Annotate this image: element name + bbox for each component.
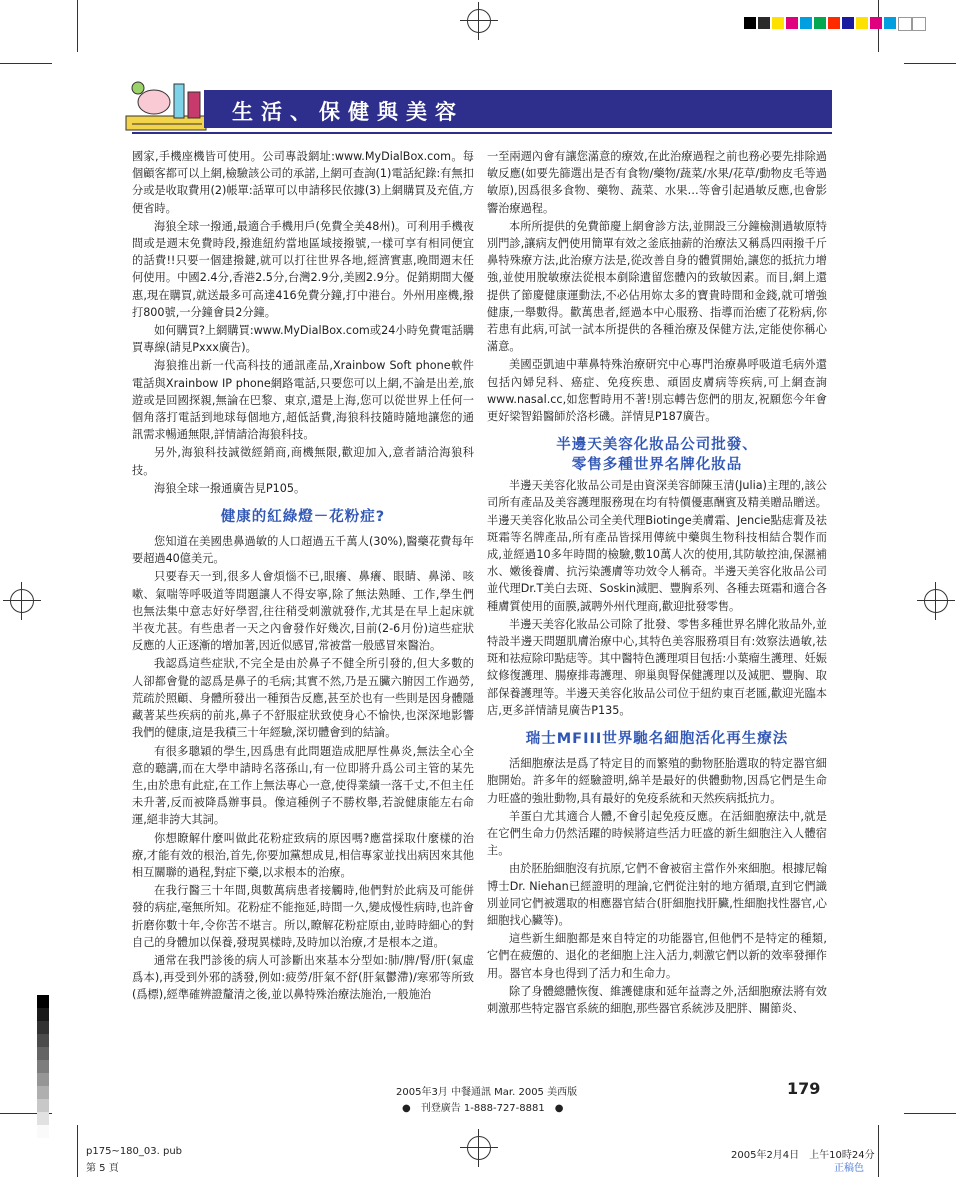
crop-mark [878,1125,879,1177]
article-heading: 瑞士MFIII世界馳名細胞活化再生療法 [525,731,789,748]
registration-mark-top [467,9,491,33]
body-paragraph: 除了身體總體恢復、維護健康和延年益壽之外,活細胞療法將有效刺激那些特定器官系統的細胞,那些器官系統涉及肥胖、關節炎、 [487,984,827,1015]
body-paragraph: 海狼全球一撥通,最適合手機用戶(免費全美48州)。可利用手機夜間或是週末免費時段,撥進紐約當地區域接撥號,一樣可享有相同便宜的話費!!只要一個建撥鍵,就可以打往世界各地,經濟實惠,晚間週末任何使用。中國2.4分,香港2.5分,台灣2.9分,美國2.9分。促銷期間大優惠,現在購買,就送最多可高達416免費分鐘,打中港台。外州用座機,撥打800號,一分鐘會員2分鐘。 [132,219,474,319]
gray-swatch [37,1099,49,1112]
crop-mark [0,63,52,64]
page-number: 179 [787,1079,821,1098]
gray-swatch [37,1021,49,1034]
crop-mark [904,63,956,64]
body-paragraph: 羊蛋白尤其適合人體,不會引起免疫反應。在活細胞療法中,就是在它們生命力仍然活躍的時候將這些活力旺盛的新生細胞注入人體宿主。 [487,809,827,858]
bullet-icon: ● [544,1103,564,1114]
article-heading-line: 半邊天美容化妝品公司批發、 [556,437,758,454]
crop-mark [77,1125,78,1177]
left-column [132,148,474,1005]
body-paragraph: 國家,手機座機皆可使用。公司專設網址:www.MyDialBox.com。每個顧客都可以上網,檢驗該公司的承諾,上網可查詢(1)電話紀錄:有無扣分或是收取費用(2)帳單:話單可以申請移民依據(3)上網購買及充值,方便省時。 [132,150,474,215]
gray-swatch [37,1073,49,1086]
color-swatch [856,17,868,29]
color-swatch [828,17,840,29]
color-swatch [800,17,812,29]
gray-swatch [37,1125,49,1138]
color-swatch [758,17,770,29]
gray-swatch [37,995,49,1008]
body-paragraph: 活細胞療法是爲了特定目的而繁殖的動物胚胎選取的特定器官細胞開始。許多年的經驗證明,綿羊是最好的供體動物,因爲它們是生命力旺盛的強壯動物,具有最好的免疫系統和天然疾病抵抗力。 [487,757,827,805]
print-datetime: 2005年2月4日 上午10時24分 [731,1150,875,1161]
body-paragraph: 在我行醫三十年間,與數萬病患者接觸時,他們對於此病及可能併發的病症,毫無所知。花粉症不能拖延,時間一久,變成慢性病時,也許會折磨你數十年,令你苦不堪言。所以,瞭解花粉症原由,並時時細心的對自己的身體加以保養,發現異樣時,及時加以治療,才是根本之道。 [132,884,474,949]
gray-swatch [37,1047,49,1060]
color-swatch [884,17,896,29]
registration-mark-bottom [467,1136,491,1160]
gray-swatch [37,1034,49,1047]
body-paragraph: 你想瞭解什麼叫做此花粉症致病的原因嗎?應當採取什麼樣的治療,才能有效的根治,首先,你要加黨想成見,相信專家並找出病因來其他相互關聯的過程,對症下藥,以求根本的治療。 [132,831,474,879]
registration-mark-left [10,589,34,613]
gray-swatch [37,1086,49,1099]
ad-phone: 刊登廣告 1-888-727-8881 [420,1103,545,1114]
section-title: 生活、保健與美容 [232,100,464,124]
sheet-label: 第 5 頁 [86,1163,119,1174]
body-paragraph: 一至兩週內會有讓您滿意的療效,在此治療過程之前也務必要先排除過敏反應(如要先篩選出是否有食物/藥物/蔬菜/水果/花草/動物皮毛等過敏原),因爲很多食物、藥物、蔬菜、水果…等會引起過敏反應,也會影響治療過程。 [487,150,827,215]
body-paragraph: 半邊天美容化妝品公司是由資深美容師陳玉清(Julia)主理的,該公司所有產品及美容護理服務現在均有特價優惠酬賓及精美贈品贈送。半邊天美容化妝品公司全美代理Biotinge美膚霜、Jencie點痣膏及祛斑霜等名牌產品,所有產品皆採用傳統中藥與生物科技相結合製作而成,並經過10多年時間的檢驗,數10萬人次的使用,其防敏控油,保濕補水、嫩後養膚、抗污染護膚等功效令人稱奇。半邊天美容化妝品公司並代理Dr.T美白去斑、Soskin減肥、豐胸系列、各種去斑霜和適合各種膚質使用的面膜,誠聘外州代理商,歡迎批發零售。 [487,479,827,613]
gray-swatch [37,1008,49,1021]
color-swatch [814,17,826,29]
color-note: 正稿色 [834,1163,864,1174]
body-paragraph: 由於胚胎細胞沒有抗原,它們不會被宿主當作外來細胞。根據尼翰博士Dr. Niehan已經證明的理論,它們從注射的地方循環,直到它們識別並同它們被選取的相應器官結合(肝細胞找肝臟,性細胞找性器官,心細胞找心臟等)。 [487,862,827,927]
color-swatch [870,17,882,29]
gray-swatch [37,1060,49,1073]
body-paragraph: 另外,海狼科技誠徵經銷商,商機無限,歡迎加入,意者請洽海狼科技。 [132,446,474,477]
color-swatch [744,17,756,29]
body-paragraph: 我認爲這些症狀,不完全是由於鼻子不健全所引發的,但大多數的人卻都會覺的認爲是鼻子的毛病;其實不然,乃是五臟六腑因工作過勞,荒疏於照顧、身體所發出一種預告反應,甚至於也有一些則是因身體隱藏著某些疾病的前兆,鼻子不舒服症狀致使身心不愉快,也深深地影響我們的健康,這是我積三十年經驗,深切體會到的結論。 [132,657,474,740]
right-column [487,148,827,1018]
gray-swatch [37,1112,49,1125]
registration-mark-right [924,589,948,613]
ad-line [402,1099,563,1114]
body-paragraph: 您知道在美國患鼻過敏的人口超過五千萬人(30%),醫藥花費每年要超過40億美元。 [132,535,474,566]
color-swatch [786,17,798,29]
body-paragraph: 只要春天一到,很多人會煩惱不已,眼癢、鼻癢、眼睛、鼻涕、咳嗽、氣喘等呼吸道等問題讓人不得安寧,除了無法熟睡、工作,學生們也無法集中意志好好學習,往往稍受刺激就發作,尤其是在早上起床就半夜尤甚。有些患者一天之內會發作好幾次,目前(2-6月份)這些症狀反應的人正逐漸的增加著,因近似感冒,常被當一般感冒來醫治。 [132,570,474,653]
crop-mark [904,1113,956,1114]
crop-mark [77,0,78,52]
color-swatch [912,17,926,31]
cosmetics-illustration-icon [124,76,210,134]
body-paragraph: 本所所提供的免費節慶上網會診方法,並開設三分鐘檢測過敏原特別門診,讓病友們使用簡單有效之釜底抽薪的治療法又稱爲四兩撥千斤鼻特殊療方法,此治療方法是,從改善自身的體質開始,讓您的抵抗力增強,並使用脫敏療法從根本剷除遺留您體內的致敏因素。而目,網上還提供了節慶健康運動法,不必佔用妳太多的寶貴時間和金錢,就可增強健康,一舉數得。歡萬患者,經過本中心服務、指導而治癒了花粉病,你若患有此病,可試一試本所提供的各種治療及保健方法,定能使你稱心滿意。 [487,219,827,354]
header-rule [132,132,832,134]
color-swatch [842,17,854,29]
body-paragraph: 如何購買?上網購買:www.MyDialBox.com或24小時免費電話購買專線(請見Pxxx廣告)。 [132,324,474,355]
color-swatch [898,17,912,31]
color-swatch [772,17,784,29]
issue-line: 2005年3月 中餐通訊 Mar. 2005 美西版 [396,1087,578,1098]
body-paragraph: 半邊天美容化妝品公司除了批發、零售多種世界名牌化妝品外,並特設半邊天問題肌膚治療中心,其特色美容服務項目有:效察法過敏,祛斑和祛痘除印點痣等。其中醫特色護理項目包括:小葉瘤生護理、妊娠紋修復護理、腸療排毒護理、卵巢與腎保健護理以及減肥、豐胸、取部保養護理等。半邊天美容化妝品公司位于紐約東百老匯,歡迎光臨本店,更多詳情請見廣告P135。 [487,617,827,717]
body-paragraph: 有很多聰穎的學生,因爲患有此問題造成肥厚性鼻炎,無法全心全意的聽講,而在大學申請時名落孫山,有一位即將升爲公司主管的某先生,由於患有此症,在工作上無法專心一意,使得業績一落千丈,不但主任未升著,反而被降爲辦事員。像這種例子不勝枚舉,若說健康能左右命運,絕非誇大其詞。 [132,744,474,827]
body-paragraph: 美國亞凱迪中華鼻特殊治療研究中心專門治療鼻呼吸道毛病外還包括內婦兒科、癌症、免疫疾患、頑固皮膚病等疾病,可上網查詢www.nasal.cc,如您暫時用不著!別忘轉告您們的朋友,祝願您今年會更好梁智鉛醫師於洛杉磯。詳情見P187廣告。 [487,358,827,424]
body-paragraph: 海狼推出新一代高科技的通訊產品,Xrainbow Soft phone軟件電話與Xrainbow IP phone網路電話,只要您可以上網,不論是出差,旅遊或是回國探親,無論在巴黎、東京,還是上海,您可以從世界上任何一個角落打電話到地球每個地方,超低話費,海狼科技隨時隨地讓您的通訊需求暢通無限,詳情請洽海狼科技。 [132,359,474,442]
bullet-icon: ● [402,1103,421,1114]
body-paragraph: 海狼全球一撥通廣告見P105。 [154,481,306,495]
article-heading: 健康的紅綠燈－花粉症? [220,509,386,526]
article-heading-line: 零售多種世界名牌化妝品 [571,457,743,474]
body-paragraph: 這些新生細胞都是來自特定的功能器官,但他們不是特定的種類,它們在疲憊的、退化的老細胞上注入活力,刺激它們以新的效率發揮作用。器官本身也得到了活力和生命力。 [487,932,827,980]
body-paragraph: 通常在我門診後的病人可診斷出來基本分型如:肺/脾/腎/肝(氣虛爲本),再受到外邪的誘發,例如:疲勞/肝氣不舒(肝氣鬱滯)/寒邪等所致(爲標),經準確辨證釐清之後,並以鼻特殊治療法施治,一般施治 [132,953,474,1002]
file-name: p175~180_03. pub [86,1146,183,1157]
article-heading [487,435,827,475]
